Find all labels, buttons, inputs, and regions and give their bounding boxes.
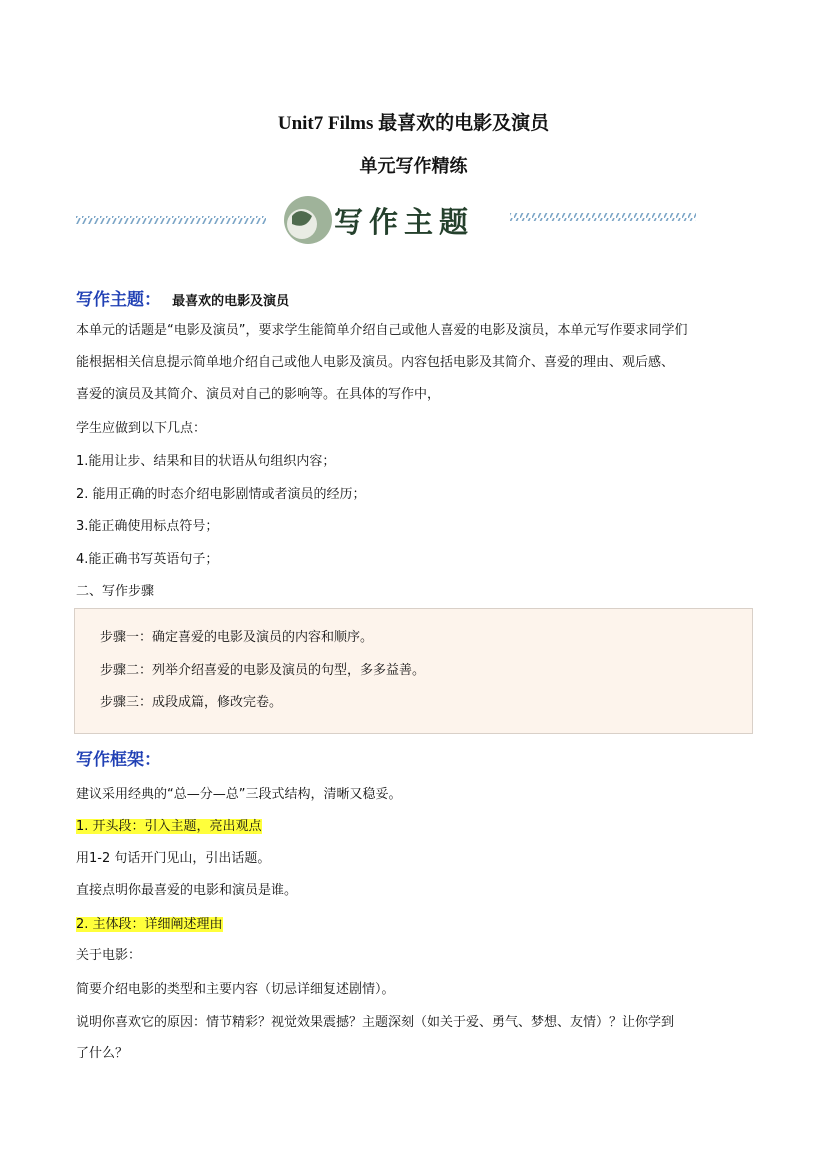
document-subtitle: 单元写作精练 — [359, 156, 468, 177]
part2-title-text: 2. 主体段：详细阐述理由 — [76, 917, 223, 932]
banner-title: 写作主题 — [334, 205, 475, 239]
part1-title-text: 1. 开头段：引入主题，亮出观点 — [76, 819, 262, 834]
point-3: 3.能正确使用标点符号； — [76, 519, 219, 534]
part2-title — [76, 917, 223, 933]
part1-line-1: 用1-2 句话开门见山，引出话题。 — [76, 851, 271, 866]
part2-line-1: 关于电影： — [76, 948, 142, 963]
steps-heading: 二、写作步骤 — [76, 584, 155, 599]
topic-heading: 写作主题： — [76, 290, 161, 310]
part2-line-4: 了什么？ — [76, 1046, 129, 1061]
point-1: 1.能用让步、结果和目的状语从句组织内容； — [76, 454, 336, 469]
part1-line-2: 直接点明你最喜爱的电影和演员是谁。 — [76, 883, 298, 898]
section-banner — [76, 186, 752, 250]
document-title: Unit7 Films 最喜欢的电影及演员 — [277, 113, 550, 134]
step-3: 步骤三：成段成篇，修改完卷。 — [100, 695, 283, 710]
topic-value: 最喜欢的电影及演员 — [172, 294, 290, 309]
framework-intro: 建议采用经典的“总—分—总”三段式结构，清晰又稳妥。 — [76, 787, 402, 802]
step-2: 步骤二：列举介绍喜爱的电影及演员的句型，多多益善。 — [100, 663, 426, 678]
intro-line-1: 本单元的话题是“电影及演员”，要求学生能简单介绍自己或他人喜爱的电影及演员，本单元写作要求同学们 — [76, 323, 688, 338]
framework-heading: 写作框架： — [76, 750, 161, 770]
part2-line-3: 说明你喜欢它的原因：情节精彩？视觉效果震撼？主题深刻（如关于爱、勇气、梦想、友情）？让你学到 — [76, 1015, 675, 1030]
steps-box — [74, 608, 753, 734]
topic-line — [76, 285, 289, 310]
part1-title — [76, 819, 262, 835]
should-do-line: 学生应做到以下几点： — [76, 421, 207, 436]
part2-line-2: 简要介绍电影的类型和主要内容（切忌详细复述剧情）。 — [76, 982, 395, 997]
point-2: 2. 能用正确的时态介绍电影剧情或者演员的经历； — [76, 487, 366, 502]
intro-line-3: 喜爱的演员及其简介、演员对自己的影响等。在具体的写作中， — [76, 387, 441, 402]
point-4: 4.能正确书写英语句子； — [76, 552, 219, 567]
step-1: 步骤一：确定喜爱的电影及演员的内容和顺序。 — [100, 630, 374, 645]
intro-line-2: 能根据相关信息提示简单地介绍自己或他人电影及演员。内容包括电影及其简介、喜爱的理由、观后感、 — [76, 355, 675, 370]
